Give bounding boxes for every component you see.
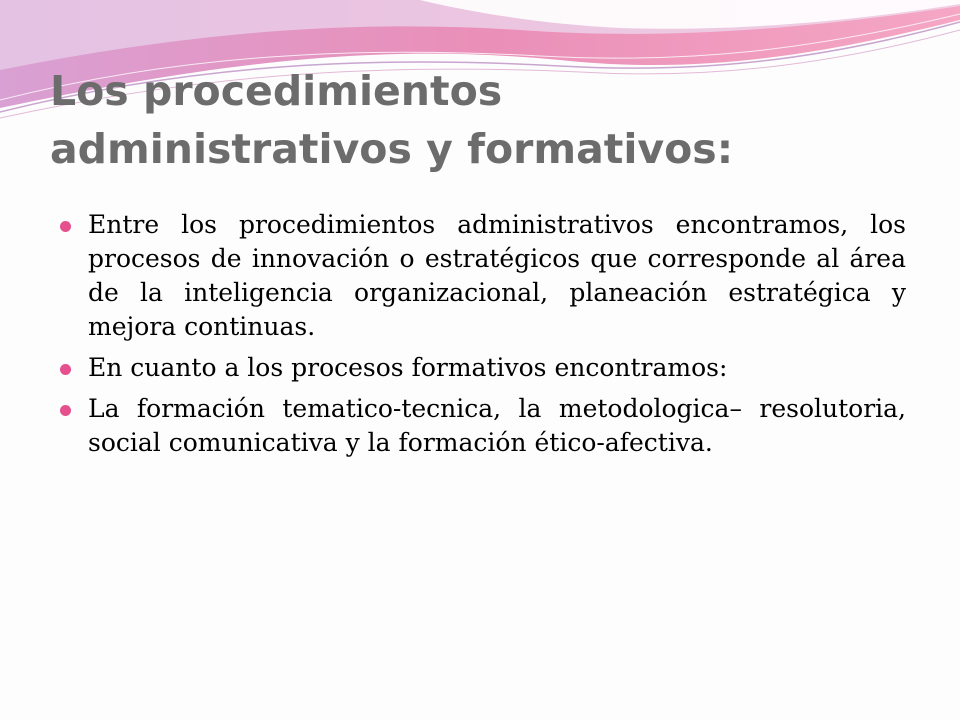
bullet-dot-icon bbox=[60, 221, 71, 232]
bullet-list bbox=[60, 208, 906, 467]
bullet-text: Entre los procedimientos administrativos encontramos, los procesos de innovación o estratégicos que corresponde al área de la inteligencia organizacional, planeación estratégica y mejora continuas. bbox=[88, 210, 906, 341]
bullet-item bbox=[60, 208, 906, 344]
bullet-item bbox=[60, 392, 906, 460]
bullet-text: La formación tematico-tecnica, la metodologica– resolutoria, social comunicativa y la formación ético-afectiva. bbox=[88, 394, 906, 457]
bullet-text: En cuanto a los procesos formativos encontramos: bbox=[88, 353, 728, 382]
title-line-1: Los procedimientos bbox=[50, 67, 503, 115]
bullet-dot-icon bbox=[60, 364, 71, 375]
bullet-item bbox=[60, 351, 906, 385]
bullet-dot-icon bbox=[60, 405, 71, 416]
slide-title bbox=[50, 62, 930, 178]
title-line-2: administrativos y formativos: bbox=[50, 125, 734, 173]
